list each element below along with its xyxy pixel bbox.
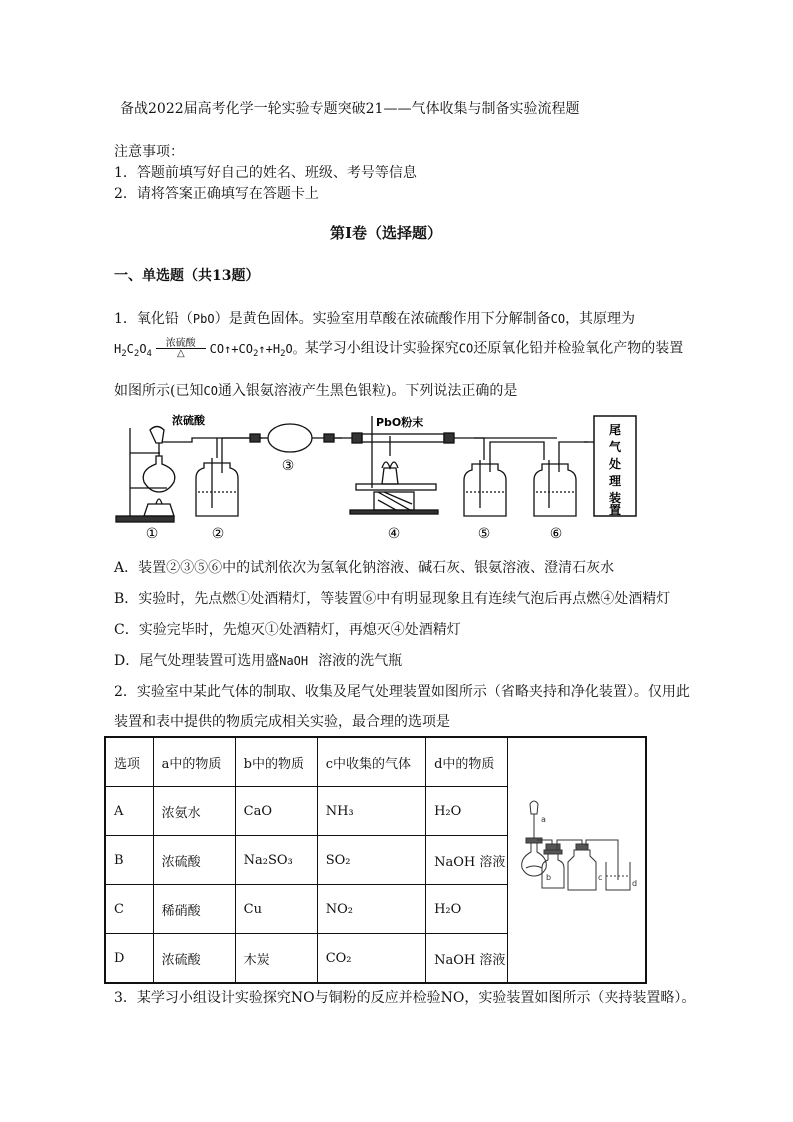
table-cell: C [105,885,153,934]
table-header: a中的物质 [153,737,235,787]
apparatus-number: ④ [387,526,401,542]
tail-gas-char: 尾 [608,423,622,437]
table-header: d中的物质 [426,737,508,787]
apparatus-number: ③ [281,458,295,474]
table-cell: 浓硫酸 [153,934,235,984]
option-a: A．装置②③⑤⑥中的试剂依次为氢氧化钠溶液、碱石灰、银氨溶液、澄清石灰水 [114,560,615,576]
table-cell: Cu [235,885,317,934]
table-cell: H₂O [426,787,508,836]
option-d: D．尾气处理装置可选用盛NaOH 溶液的洗气瓶 [114,653,403,669]
question-2-line-1: 2．实验室中某此气体的制取、收集及尾气处理装置如图所示（省略夹持和净化装置）。仅用此 [114,684,690,700]
section-title: 一、单选题（共13题） [114,268,260,284]
apparatus-number: ② [211,526,225,542]
apparatus-number: ⑥ [549,526,563,542]
table-cell: NH₃ [317,787,425,836]
table-cell: NaOH 溶液 [426,836,508,885]
apparatus-number: ⑤ [477,526,491,542]
table-cell: D [105,934,153,984]
figure-label: c [598,873,603,882]
question-1-line-3: 如图所示(已知CO通入银氨溶液产生黑色银粒)。下列说法正确的是 [114,383,518,399]
equation-reactant: $H_2C_2O_4$ [114,341,152,359]
table-cell: Na₂SO₃ [235,836,317,885]
figure-label: d [632,879,638,888]
apparatus-cell [508,737,646,983]
label-concentrated-acid: 浓硫酸 [172,414,205,427]
tail-gas-char: 理 [608,474,622,488]
table-cell: NO₂ [317,885,425,934]
apparatus-diagram-q2 [508,740,643,976]
table-cell: SO₂ [317,836,425,885]
label-pbo-powder: PbO粉末 [376,416,424,429]
table-cell: 木炭 [235,934,317,984]
table-cell: 浓氨水 [153,787,235,836]
table-cell: B [105,836,153,885]
option-b: B．实验时，先点燃①处酒精灯，等装置⑥中有明显现象且有连续气泡后再点燃④处酒精灯 [114,591,671,607]
table-cell: 稀硝酸 [153,885,235,934]
options-table [104,736,647,984]
table-cell: H₂O [426,885,508,934]
apparatus-number: ① [145,526,159,542]
tail-gas-char: 气 [608,440,622,454]
table-cell: NaOH 溶液 [426,934,508,984]
table-header-row [105,737,646,787]
table-cell: 浓硫酸 [153,836,235,885]
figure-label: b [546,873,552,882]
table-header: c中收集的气体 [317,737,425,787]
question-1-equation: $H_2C_2O_4$ $\frac{\text{浓硫酸}}{\triangle}$ $CO↑+CO_2↑+H_2O$。某学习小组设计实验探究CO还原氧化铅并检验氧化产物的装置 [114,336,683,362]
tail-gas-char: 处 [608,457,622,471]
equation-products: $CO↑+CO_2↑+H_2O$。 [209,341,305,359]
table-cell: A [105,787,153,836]
figure-label: a [541,815,547,824]
question-2-line-2: 装置和表中提供的物质完成相关实验，最合理的选项是 [114,714,450,730]
tail-gas-char: 置 [608,503,622,517]
option-c: C．实验完毕时，先熄灭①处酒精灯，再熄灭④处酒精灯 [114,622,461,638]
table-cell: CO₂ [317,934,425,984]
tail-gas-char: 装 [608,491,622,505]
volume-title: 第I卷（选择题） [330,224,443,242]
question-3-line-1: 3．某学习小组设计实验探究NO与铜粉的反应并检验NO，实验装置如图所示（夹持装置略）。 [114,990,696,1006]
reaction-condition: $\frac{\text{浓硫酸}}{\triangle}$ [156,336,206,362]
document-title: 备战2022届高考化学一轮实验专题突破21——气体收集与制备实验流程题 [120,101,580,117]
notice-item: 2．请将答案正确填写在答题卡上 [114,186,319,202]
notice-heading: 注意事项： [114,144,184,160]
table-header: 选项 [105,737,153,787]
notice-item: 1．答题前填写好自己的姓名、班级、考号等信息 [114,165,417,181]
apparatus-diagram-q1 [112,408,652,546]
table-header: b中的物质 [235,737,317,787]
question-1-line-1: 1．氧化铅（PbO）是黄色固体。实验室用草酸在浓硫酸作用下分解制备CO，其原理为 [114,311,636,327]
table-cell: CaO [235,787,317,836]
